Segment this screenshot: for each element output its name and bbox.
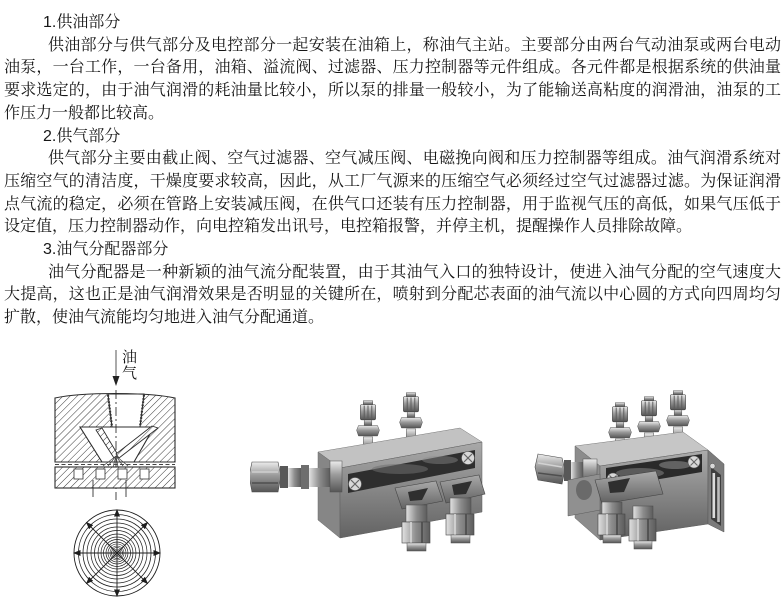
section-3-body: 油气分配器是一种新颖的油气流分配装置，由于其油气入口的独特设计，使进入油气分配的空气速度大大提高，这也正是油气润滑效果是否明显的关键所在，喷射到分配芯表面的油气流以中心圆的方式向四周均匀扩散，使油气流能均匀地进入油气分配通道。 — [4, 263, 781, 327]
oil-air-inlet-arrow — [113, 350, 120, 386]
groove-screw-right — [462, 452, 475, 465]
distributor-photo-left-svg — [250, 388, 495, 568]
section-1-body: 供油部分与供气部分及电控部分一起安装在油箱上，称油气主站。主要部分由两台气动油泵或两台电动油泵，一台工作，一台备用，油箱、溢流阀、过滤器、压力控制器等元件组成。各元件都是根据系统的供油量要求选定的，由于油气润滑的耗油量比较小，所以泵的排量一般较小，为了能输送高粘度的润滑油，油泵的工作压力一般都比较高。 — [4, 36, 781, 122]
groove-screw-left — [349, 478, 362, 491]
radial-spread-diagram — [74, 510, 160, 596]
cross-section — [55, 394, 175, 498]
oil-air-distributor-photo-left — [250, 388, 495, 568]
section-3-heading: 3.油气分配器部分 — [43, 241, 169, 259]
radial-arrows — [74, 510, 160, 596]
distributor-photo-right-svg — [520, 390, 735, 570]
figures-row — [0, 348, 784, 609]
section-2-body: 供气部分主要由截止阀、空气过滤器、空气减压阀、电磁挽向阀和压力控制器等组成。油气润滑系统对压缩空气的清洁度，干燥度要求较高，因此，从工厂气源来的压缩空气必须经过空气过滤器过滤。为保证润滑点气流的稳定，必须在管路上安装减压阀，在供气口还装有压力控制器，用于监视气压的高低，如果气压低于设定值，压力控制器动作，向电控箱发出讯号，电控箱报警，并停主机，提醒操作人员排除故障。 — [4, 150, 781, 236]
text-content — [4, 12, 781, 330]
oil-air-distributor-photo-right — [520, 390, 735, 570]
groove-screw-right — [688, 456, 700, 468]
section-1-heading: 1.供油部分 — [43, 14, 121, 31]
oil-air-inlet-label: 油气 — [122, 349, 138, 382]
elbow-fitting-2 — [629, 506, 656, 549]
section-2-heading: 2.供气部分 — [43, 127, 121, 145]
side-sight-panel — [708, 450, 724, 532]
cross-section-and-spread-diagram — [38, 350, 198, 606]
distributor-principle-diagram — [38, 350, 198, 606]
